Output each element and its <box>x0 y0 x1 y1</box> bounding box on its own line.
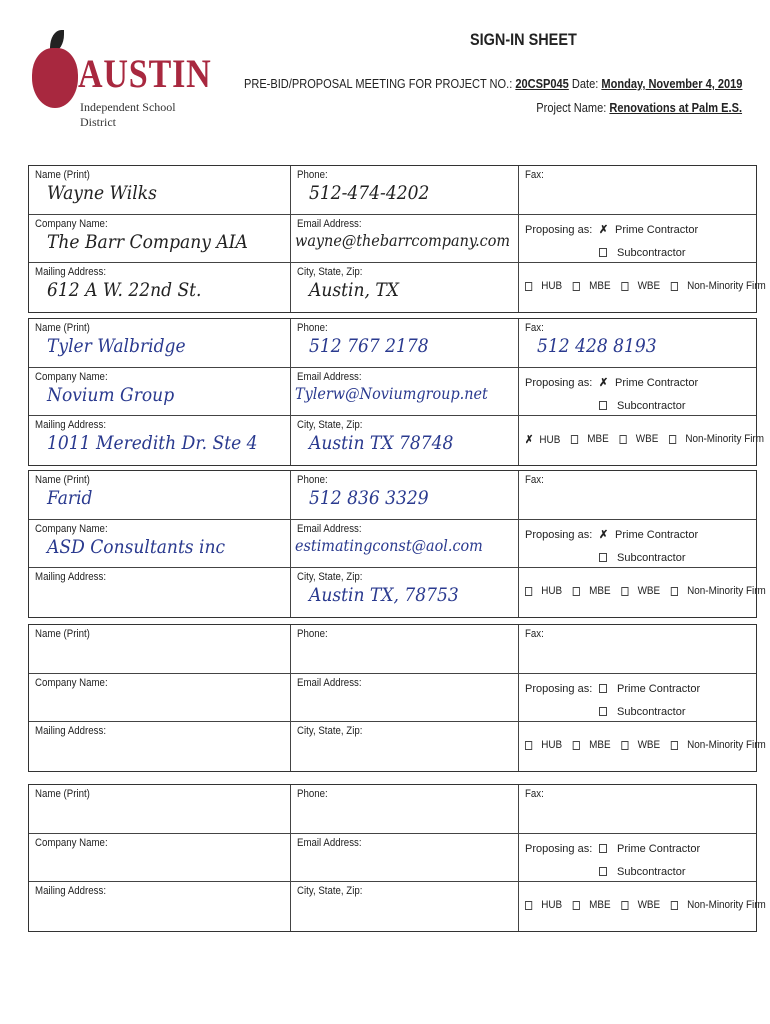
mailing-label: Mailing Address: <box>35 725 107 738</box>
firm-nonmin-option[interactable] <box>671 585 766 597</box>
email-cell <box>291 520 519 569</box>
phone-value[interactable]: 512-474-4202 <box>309 182 430 204</box>
nonmin-label: Non-Minority Firm <box>685 433 764 446</box>
apple-icon <box>32 48 78 108</box>
city-label: City, State, Zip: <box>297 885 363 898</box>
proposing-label: Proposing as: <box>525 376 593 389</box>
city-value[interactable]: Austin TX, 78753 <box>309 584 459 607</box>
prime-label: Prime Contractor <box>615 528 699 541</box>
proposing-cell <box>519 834 756 883</box>
email-label: Email Address: <box>297 676 362 689</box>
logo-subtitle: Independent School District <box>80 100 176 129</box>
mbe-label: MBE <box>589 899 611 912</box>
fax-cell <box>519 785 756 834</box>
meeting-label: PRE-BID/PROPOSAL MEETING FOR PROJECT NO.: <box>243 76 512 91</box>
city-cell <box>291 263 519 312</box>
city-cell <box>291 722 519 771</box>
prime-label: Prime Contractor <box>615 223 699 236</box>
phone-cell <box>291 785 519 834</box>
firm-type-cell <box>519 722 766 771</box>
name-label: Name (Print) <box>35 788 90 800</box>
email-cell <box>291 368 519 417</box>
phone-cell <box>291 319 519 368</box>
wbe-label: WBE <box>637 739 661 752</box>
email-cell <box>291 674 519 723</box>
checkbox-icon[interactable] <box>671 587 678 596</box>
nonmin-label: Non-Minority Firm <box>687 280 766 293</box>
prime-option[interactable] <box>599 838 700 861</box>
fax-cell <box>519 625 756 674</box>
company-label: Company Name: <box>35 370 108 383</box>
mbe-label: MBE <box>587 433 609 446</box>
phone-value[interactable]: 512 836 3329 <box>309 487 429 509</box>
phone-label: Phone: <box>297 788 328 800</box>
prime-label: Prime Contractor <box>617 842 701 855</box>
mbe-label: MBE <box>589 280 611 293</box>
aisd-logo <box>30 28 212 129</box>
checkbox-icon[interactable] <box>599 248 607 257</box>
firm-wbe-option[interactable] <box>621 280 660 292</box>
mbe-label: MBE <box>589 585 611 598</box>
mailing-cell <box>29 416 291 465</box>
mailing-label: Mailing Address: <box>35 885 107 898</box>
checkbox-icon[interactable] <box>573 282 580 291</box>
city-cell <box>291 568 519 617</box>
proposing-cell <box>519 368 756 417</box>
name-label: Name (Print) <box>35 474 90 486</box>
nonmin-label: Non-Minority Firm <box>687 899 766 912</box>
checkbox-icon[interactable] <box>599 401 607 410</box>
city-value[interactable]: Austin TX 78748 <box>309 432 454 455</box>
firm-type-cell <box>519 568 766 617</box>
email-value[interactable]: wayne@thebarrcompany.com <box>295 230 511 250</box>
checkbox-icon[interactable] <box>599 553 607 562</box>
wbe-label: WBE <box>637 585 661 598</box>
sign-in-entry <box>28 624 766 772</box>
email-label: Email Address: <box>297 370 362 383</box>
sub-option[interactable] <box>599 701 685 724</box>
prime-option[interactable] <box>599 524 698 547</box>
email-label: Email Address: <box>297 217 362 230</box>
city-cell <box>291 416 519 465</box>
mailing-label: Mailing Address: <box>35 419 107 432</box>
fax-cell <box>519 471 756 520</box>
email-label: Email Address: <box>297 836 362 849</box>
sign-in-entry <box>28 470 766 618</box>
fax-label: Fax: <box>525 474 544 486</box>
sub-label: Subcontractor <box>617 399 686 412</box>
checkbox-icon[interactable] <box>525 587 532 596</box>
firm-hub-option[interactable] <box>525 585 562 597</box>
firm-mbe-option[interactable] <box>573 739 611 751</box>
email-label: Email Address: <box>297 522 362 535</box>
firm-type-cell <box>519 882 766 931</box>
firm-type-cell <box>519 416 764 465</box>
nonmin-label: Non-Minority Firm <box>687 739 766 752</box>
checkbox-icon[interactable] <box>525 901 532 910</box>
company-cell <box>29 674 291 723</box>
phone-cell <box>291 625 519 674</box>
prime-option[interactable] <box>599 678 700 701</box>
hub-label: HUB <box>541 280 563 293</box>
sub-option[interactable] <box>599 547 685 570</box>
company-label: Company Name: <box>35 836 108 849</box>
name-cell <box>29 471 291 520</box>
firm-mbe-option[interactable] <box>573 280 611 292</box>
prime-option[interactable] <box>599 219 698 242</box>
firm-mbe-option[interactable] <box>573 585 611 597</box>
checkbox-icon[interactable] <box>599 707 607 716</box>
project-name: Renovations at Palm E.S. <box>609 100 742 115</box>
proposing-label: Proposing as: <box>525 842 593 855</box>
checkbox-icon[interactable] <box>599 684 607 693</box>
name-cell <box>29 319 291 368</box>
company-label: Company Name: <box>35 676 108 689</box>
name-value[interactable]: Tyler Walbridge <box>47 335 186 357</box>
checkbox-icon[interactable] <box>573 741 580 750</box>
mailing-cell <box>29 568 291 617</box>
email-value[interactable]: estimatingconst@aol.com <box>295 535 483 555</box>
name-label: Name (Print) <box>35 628 90 640</box>
firm-wbe-option[interactable] <box>620 433 659 446</box>
proposing-cell <box>519 674 756 723</box>
checkbox-icon[interactable] <box>621 282 628 291</box>
wbe-label: WBE <box>637 280 661 293</box>
checkbox-icon[interactable] <box>671 901 678 910</box>
checkbox-icon[interactable] <box>525 282 532 291</box>
name-cell <box>29 166 291 215</box>
name-value[interactable]: Farid <box>47 487 93 509</box>
proposing-label: Proposing as: <box>525 223 593 236</box>
firm-nonmin-option[interactable] <box>671 739 766 751</box>
logo-text: AUSTIN <box>78 51 212 96</box>
phone-label: Phone: <box>297 322 328 334</box>
hub-label: HUB <box>541 585 563 598</box>
company-label: Company Name: <box>35 522 108 535</box>
firm-hub-option[interactable] <box>525 280 562 292</box>
mbe-label: MBE <box>589 739 611 752</box>
sign-in-entry <box>28 165 766 313</box>
name-label: Name (Print) <box>35 322 90 334</box>
proposing-label: Proposing as: <box>525 528 593 541</box>
sign-in-entry <box>28 318 764 466</box>
wbe-label: WBE <box>637 899 661 912</box>
phone-label: Phone: <box>297 628 328 640</box>
company-value[interactable]: The Barr Company AIA <box>47 230 248 253</box>
date: Monday, November 4, 2019 <box>600 76 742 91</box>
city-label: City, State, Zip: <box>297 266 363 279</box>
phone-label: Phone: <box>297 474 328 486</box>
date-label: Date: <box>571 76 598 91</box>
city-cell <box>291 882 519 931</box>
checkbox-icon[interactable] <box>671 741 678 750</box>
mailing-cell <box>29 722 291 771</box>
phone-cell <box>291 471 519 520</box>
checkbox-icon[interactable] <box>573 587 580 596</box>
checkbox-icon[interactable] <box>599 867 607 876</box>
name-cell <box>29 625 291 674</box>
prime-label: Prime Contractor <box>617 682 701 695</box>
page-title: SIGN-IN SHEET <box>470 30 577 49</box>
company-value[interactable]: Novium Group <box>47 383 175 406</box>
sub-option[interactable] <box>599 861 685 884</box>
checkmark-icon[interactable]: ✗ <box>525 434 534 447</box>
fax-cell <box>519 319 756 368</box>
firm-mbe-option[interactable] <box>571 433 609 446</box>
sub-label: Subcontractor <box>617 865 686 878</box>
company-cell <box>29 215 291 264</box>
sub-option[interactable] <box>599 395 685 418</box>
city-label: City, State, Zip: <box>297 571 363 584</box>
company-cell <box>29 834 291 883</box>
email-value[interactable]: Tylerw@Noviumgroup.net <box>295 383 488 403</box>
sub-option[interactable] <box>599 242 685 265</box>
firm-nonmin-option[interactable] <box>671 280 766 292</box>
fax-label: Fax: <box>525 788 544 800</box>
firm-wbe-option[interactable] <box>621 739 660 751</box>
checkbox-icon[interactable] <box>525 741 532 750</box>
checkbox-icon[interactable] <box>669 435 676 444</box>
city-value[interactable]: Austin, TX <box>309 279 399 302</box>
mailing-cell <box>29 882 291 931</box>
nonmin-label: Non-Minority Firm <box>687 585 766 598</box>
project-no: 20CSP045 <box>514 76 569 91</box>
mailing-label: Mailing Address: <box>35 571 107 584</box>
mailing-cell <box>29 263 291 312</box>
hub-label: HUB <box>541 899 563 912</box>
firm-nonmin-option[interactable] <box>669 433 764 446</box>
fax-label: Fax: <box>525 322 544 334</box>
name-label: Name (Print) <box>35 169 90 181</box>
proposing-cell <box>519 520 756 569</box>
phone-label: Phone: <box>297 169 328 181</box>
prime-label: Prime Contractor <box>615 376 699 389</box>
proposing-cell <box>519 215 756 264</box>
city-label: City, State, Zip: <box>297 419 363 432</box>
company-cell <box>29 520 291 569</box>
checkbox-icon[interactable] <box>621 901 628 910</box>
sub-label: Subcontractor <box>617 705 686 718</box>
checkmark-icon[interactable]: ✗ <box>599 376 609 389</box>
fax-label: Fax: <box>525 169 544 181</box>
checkmark-icon[interactable]: ✗ <box>599 528 609 541</box>
company-cell <box>29 368 291 417</box>
wbe-label: WBE <box>635 433 659 446</box>
project-line <box>536 100 742 115</box>
email-cell <box>291 834 519 883</box>
sign-in-entry <box>28 784 766 932</box>
firm-hub-option[interactable] <box>525 739 562 751</box>
firm-type-cell <box>519 263 766 312</box>
checkbox-icon[interactable] <box>621 587 628 596</box>
firm-nonmin-option[interactable] <box>671 899 766 911</box>
phone-cell <box>291 166 519 215</box>
checkbox-icon[interactable] <box>573 901 580 910</box>
checkbox-icon[interactable] <box>620 435 627 444</box>
city-label: City, State, Zip: <box>297 725 363 738</box>
company-label: Company Name: <box>35 217 108 230</box>
company-value[interactable]: ASD Consultants inc <box>47 535 226 558</box>
checkbox-icon[interactable] <box>671 282 678 291</box>
hub-label: HUB <box>541 739 563 752</box>
sub-label: Subcontractor <box>617 551 686 564</box>
firm-mbe-option[interactable] <box>573 899 611 911</box>
checkmark-icon[interactable]: ✗ <box>599 223 609 236</box>
mailing-value[interactable]: 612 A W. 22nd St. <box>47 279 202 302</box>
firm-wbe-option[interactable] <box>621 585 660 597</box>
checkbox-icon[interactable] <box>621 741 628 750</box>
proposing-label: Proposing as: <box>525 682 593 695</box>
checkbox-icon[interactable] <box>599 844 607 853</box>
mailing-value[interactable]: 1011 Meredith Dr. Ste 4 <box>47 432 258 455</box>
meeting-line <box>244 76 742 91</box>
phone-value[interactable]: 512 767 2178 <box>309 335 429 357</box>
fax-value[interactable]: 512 428 8193 <box>537 335 657 357</box>
email-cell <box>291 215 519 264</box>
firm-hub-option[interactable] <box>525 433 560 446</box>
sub-label: Subcontractor <box>617 246 686 259</box>
firm-wbe-option[interactable] <box>621 899 660 911</box>
firm-hub-option[interactable] <box>525 899 562 911</box>
fax-cell <box>519 166 756 215</box>
checkbox-icon[interactable] <box>571 435 578 444</box>
hub-label: HUB <box>539 434 561 447</box>
mailing-label: Mailing Address: <box>35 266 107 279</box>
name-value[interactable]: Wayne Wilks <box>47 182 157 204</box>
name-cell <box>29 785 291 834</box>
prime-option[interactable] <box>599 372 698 395</box>
fax-label: Fax: <box>525 628 544 640</box>
project-name-label: Project Name: <box>536 100 607 115</box>
